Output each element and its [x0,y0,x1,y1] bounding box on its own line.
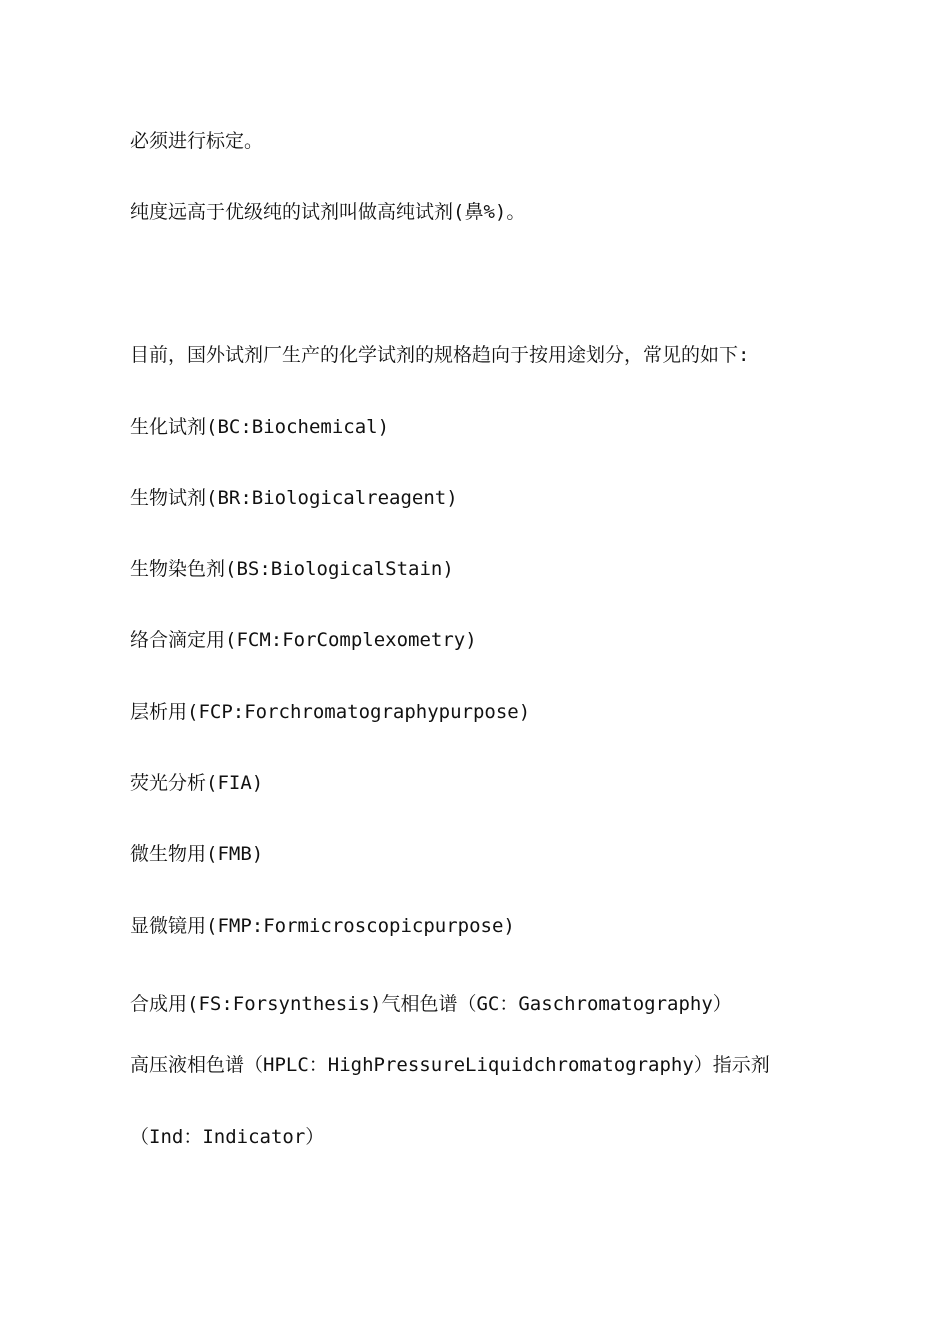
list-item-bc: 生化试剂(BC:Biochemical) [130,416,390,438]
list-item-hplc: 高压液相色谱（HPLC：HighPressureLiquidchromatography）指示剂 [130,1054,770,1076]
list-item-fmp: 显微镜用(FMP:Formicroscopicpurpose) [130,915,515,937]
list-item-bs: 生物染色剂(BS:BiologicalStain) [130,558,454,580]
list-item-fs-gc: 合成用(FS:Forsynthesis)气相色谱（GC：Gaschromatography） [130,993,732,1015]
list-item-fia: 荧光分析(FIA) [130,772,264,794]
list-item-fmb: 微生物用(FMB) [130,843,264,865]
text-line-high-purity: 纯度远高于优级纯的试剂叫做高纯试剂(鼻%)。 [130,201,526,223]
list-item-br: 生物试剂(BR:Biologicalreagent) [130,487,458,509]
list-item-fcm: 络合滴定用(FCM:ForComplexometry) [130,629,477,651]
list-item-ind: （Ind：Indicator） [130,1126,325,1148]
text-line-calibration: 必须进行标定。 [130,130,264,152]
list-item-fcp: 层析用(FCP:Forchromatographypurpose) [130,701,531,723]
text-line-intro: 目前，国外试剂厂生产的化学试剂的规格趋向于按用途划分，常见的如下: [130,344,750,366]
